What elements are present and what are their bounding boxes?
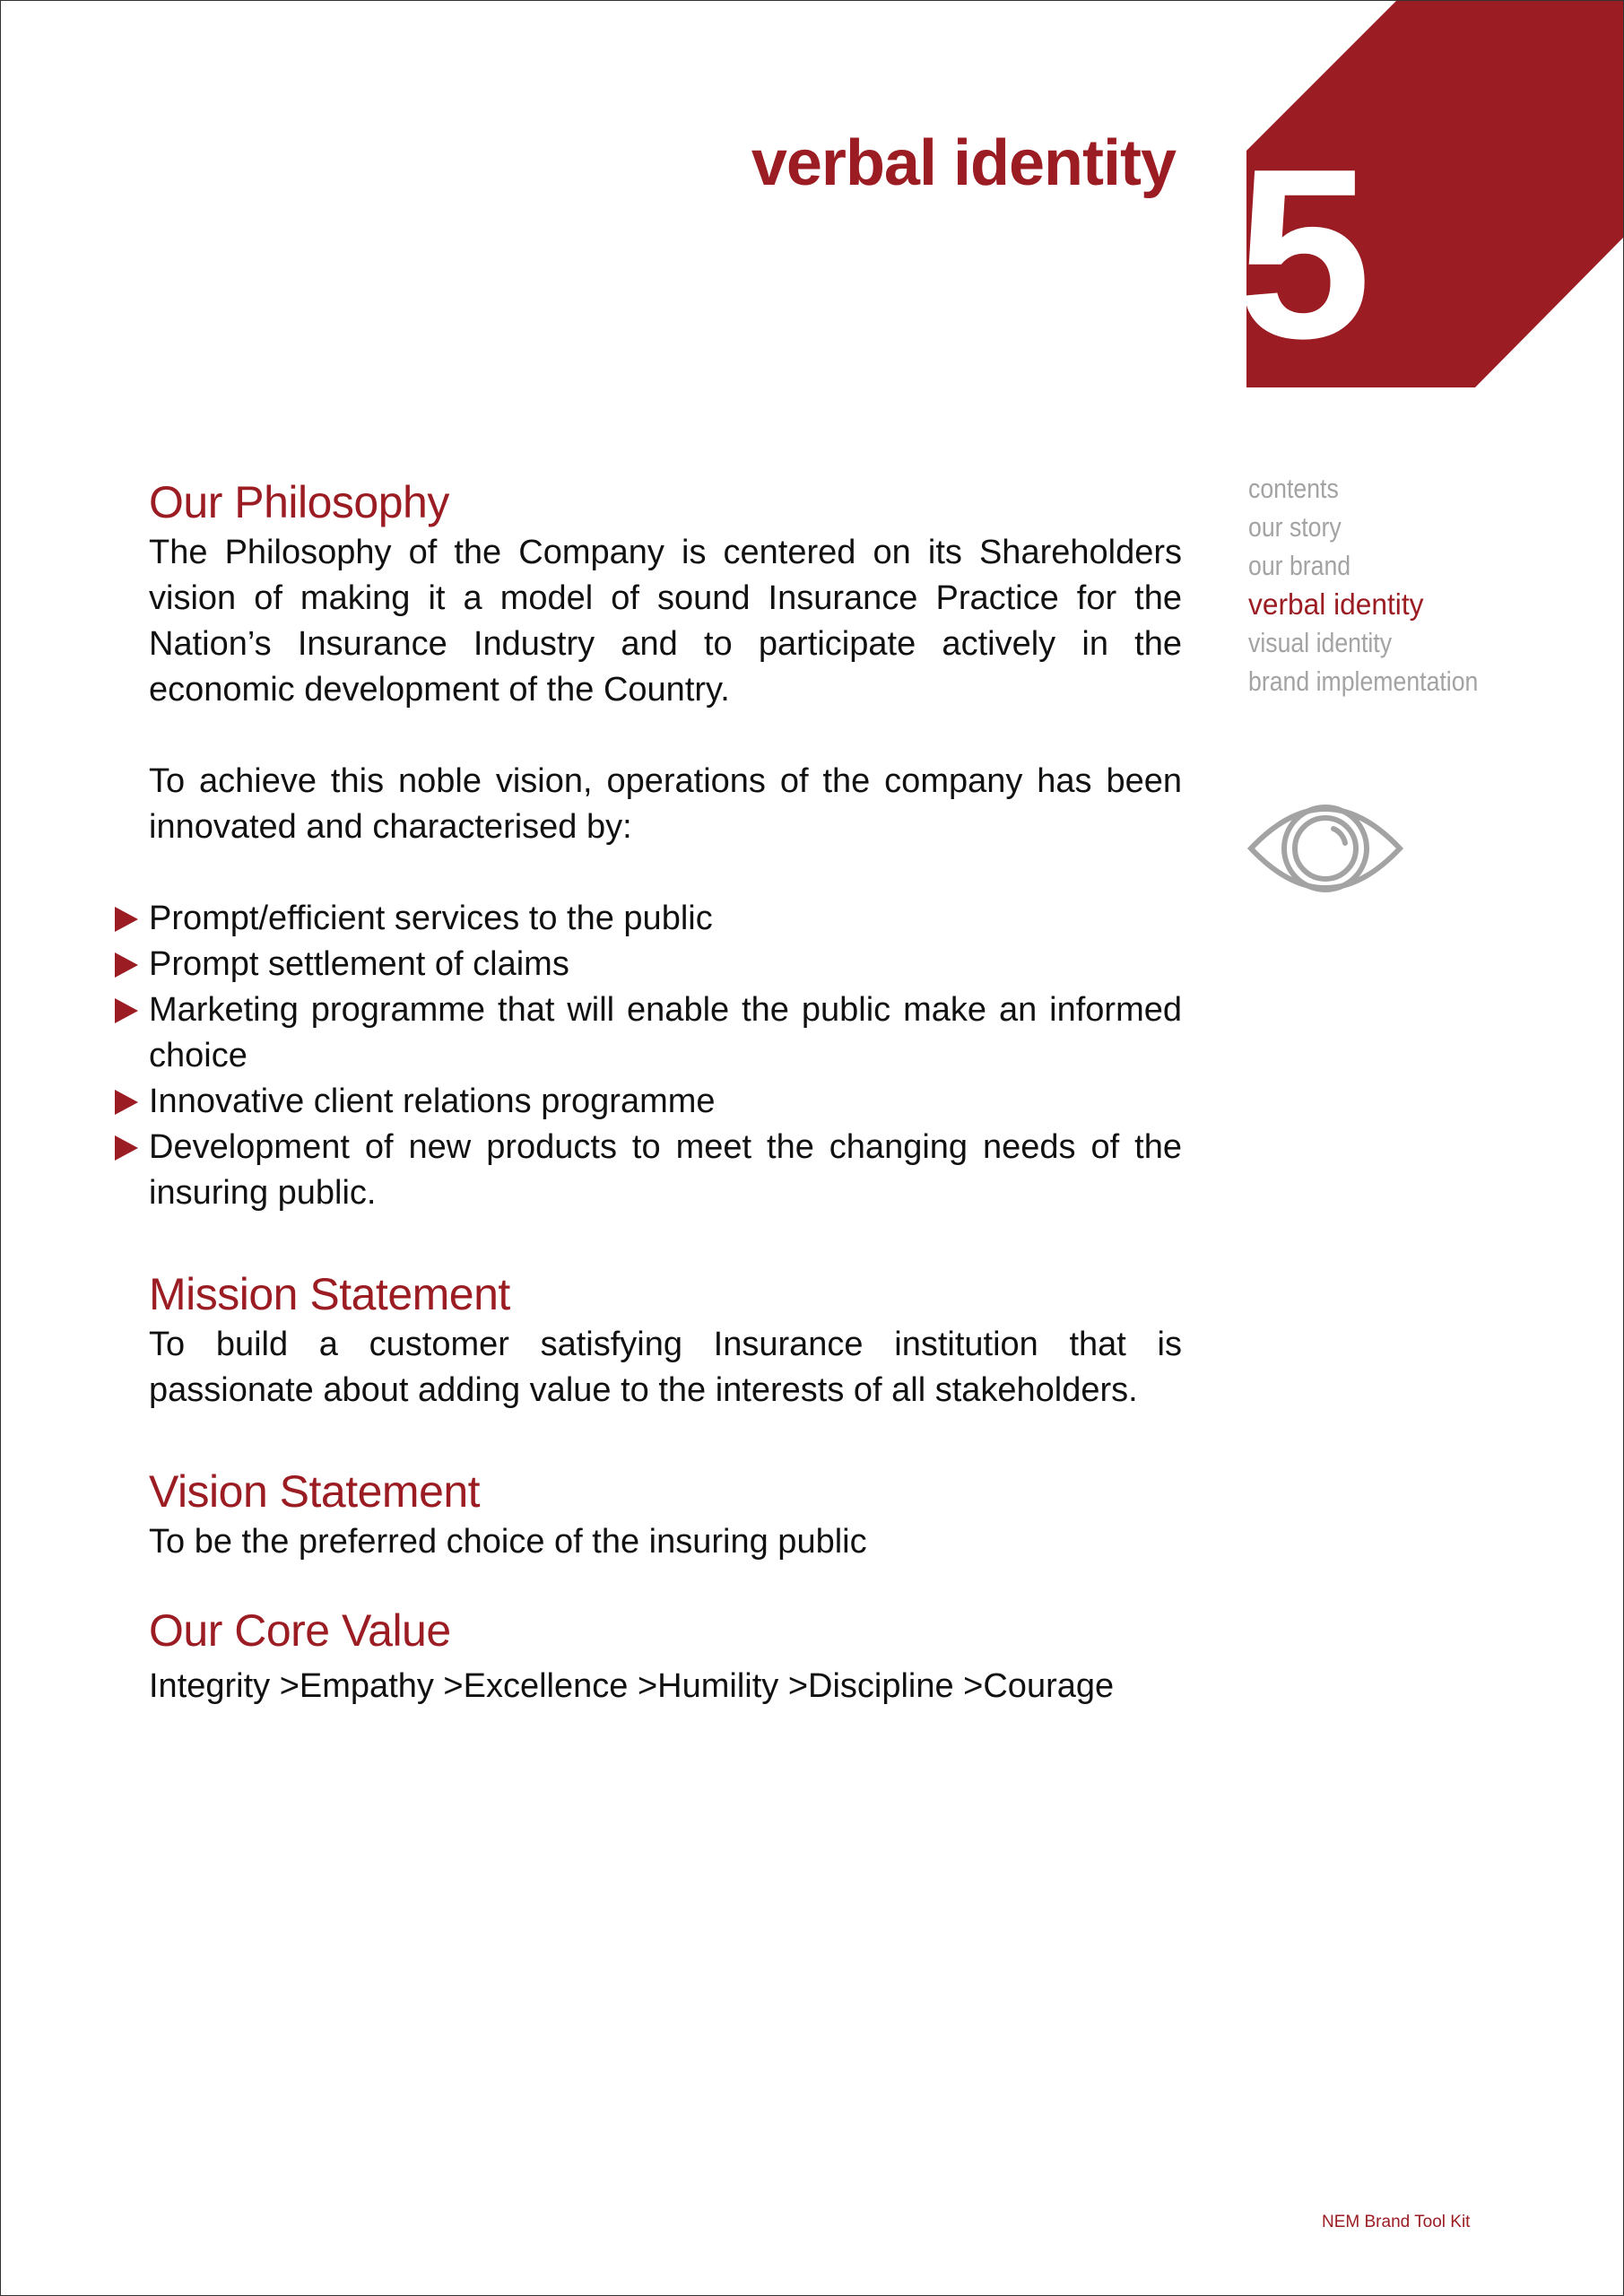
triangle-bullet-icon bbox=[115, 952, 138, 978]
list-item: Innovative client relations programme bbox=[149, 1079, 1182, 1125]
vision-text: To be the preferred choice of the insuring public bbox=[149, 1523, 867, 1561]
nav-item-contents[interactable]: contents bbox=[1248, 473, 1339, 504]
list-item: Marketing programme that will enable the public make an informed choice bbox=[149, 987, 1182, 1079]
section-title: verbal identity bbox=[751, 127, 1176, 199]
philosophy-bullet-list bbox=[149, 896, 1182, 1216]
main-content bbox=[149, 474, 1182, 1709]
triangle-bullet-icon bbox=[115, 907, 138, 932]
mission-text: To build a customer satisfying Insurance institution that is passionate about adding value to the interests of all stakeholders. bbox=[149, 1326, 1182, 1409]
list-item: Prompt settlement of claims bbox=[149, 942, 1182, 987]
side-nav bbox=[1248, 469, 1515, 700]
core-values-text: Integrity >Empathy >Excellence >Humility >Discipline >Courage bbox=[149, 1667, 1115, 1705]
nav-item-our-brand[interactable]: our brand bbox=[1248, 550, 1351, 581]
philosophy-heading: Our Philosophy bbox=[149, 477, 449, 527]
triangle-bullet-icon bbox=[115, 1090, 138, 1115]
vision-heading: Vision Statement bbox=[149, 1466, 481, 1517]
philosophy-paragraph: The Philosophy of the Company is centered on its Shareholders vision of making it a model of sound Insurance Practice for the Nation’s Insurance Industry and to participate actively in the economic development of the Country. bbox=[149, 534, 1182, 709]
nav-item-visual-identity[interactable]: visual identity bbox=[1248, 627, 1393, 658]
nav-item-verbal-identity[interactable]: verbal identity bbox=[1248, 587, 1424, 621]
triangle-bullet-icon bbox=[115, 1135, 138, 1161]
footer-text: NEM Brand Tool Kit bbox=[1322, 2213, 1471, 2231]
list-item: Development of new products to meet the changing needs of the insuring public. bbox=[149, 1125, 1182, 1216]
nav-item-our-story[interactable]: our story bbox=[1248, 511, 1342, 543]
core-value-heading: Our Core Value bbox=[149, 1605, 451, 1656]
nav-item-brand-implementation[interactable]: brand implementation bbox=[1248, 665, 1479, 697]
list-item: Prompt/efficient services to the public bbox=[149, 896, 1182, 942]
triangle-bullet-icon bbox=[115, 998, 138, 1023]
philosophy-intro-paragraph: To achieve this noble vision, operations of the company has been innovated and characterised by: bbox=[149, 762, 1182, 846]
eye-icon bbox=[1247, 795, 1403, 902]
mission-heading: Mission Statement bbox=[149, 1269, 510, 1319]
section-number: 5 bbox=[1237, 119, 1372, 389]
